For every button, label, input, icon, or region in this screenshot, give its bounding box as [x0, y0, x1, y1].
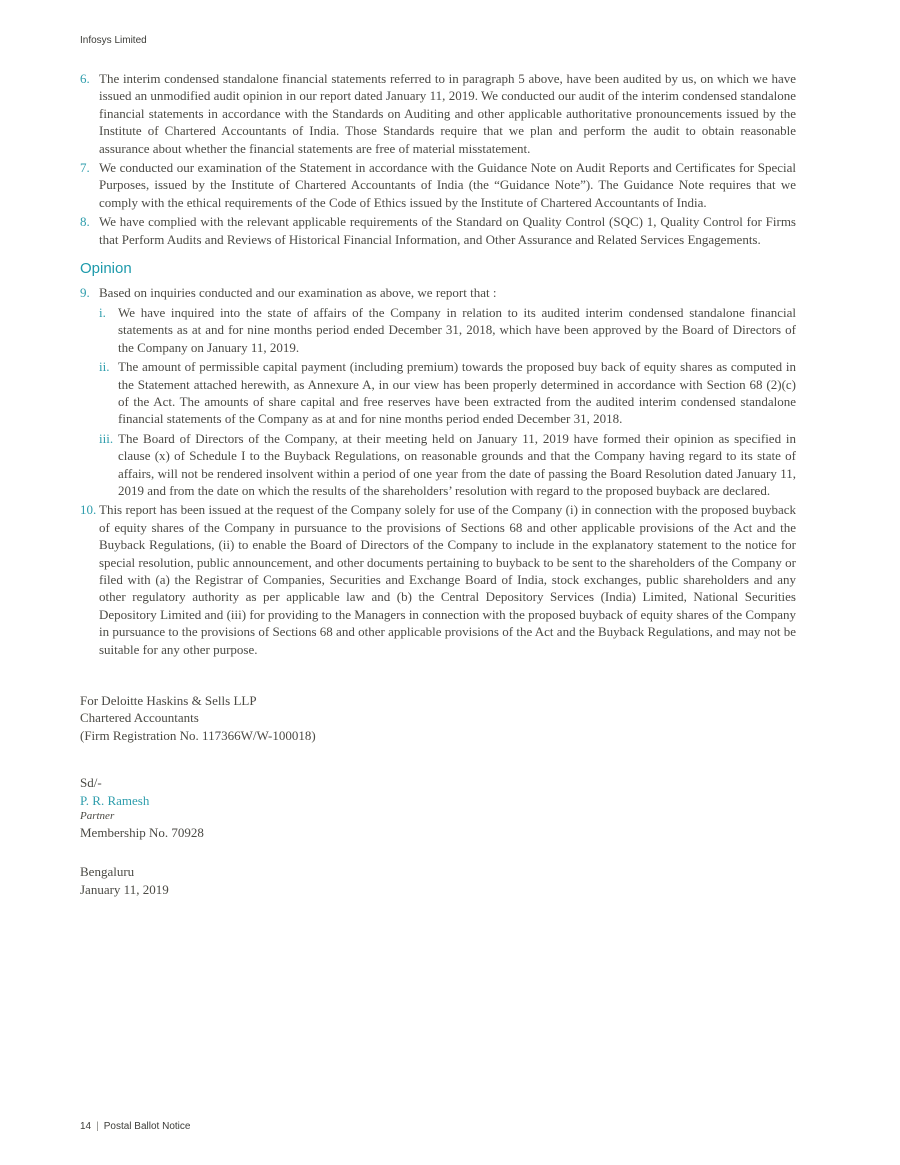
sub-item-iii: [99, 430, 796, 500]
signatory-firm: For Deloitte Haskins & Sells LLP: [80, 693, 257, 708]
item-number: 6.: [80, 71, 90, 86]
sub-item-text: The amount of permissible capital payment (including premium) towards the proposed buy back of equity shares as computed in the Statement attached herewith, as Annexure A, in our view has been properly determined in accordance with Section 68 (2)(c) of the Act. The amounts of share capital and free reserves have been extracted from the audited interim condensed standalone financial statements of the Company as at and for nine months period ended December 31, 2018.: [118, 359, 796, 427]
sub-item-number: iii.: [99, 430, 114, 446]
partner-name: P. R. Ramesh: [80, 792, 150, 808]
page-footer: [80, 1121, 190, 1132]
firm-registration: (Firm Registration No. 117366W/W-100018): [80, 727, 316, 743]
item-text: This report has been issued at the request of the Company solely for use of the Company (i) in connection with the proposed buyback of equity shares of the Company in pursuance to the provisions of Sections 68 and other applicable provisions of the Act and the Buyback Regulations, (ii) to enable the Board of Directors of the Company to include in the explanatory statement to the notice for special resolution, public announcement, and other documents pertaining to buyback to be sent to the shareholders of the Company or filed with (a) the Registrar of Companies, Securities and Exchange Board of India, stock exchanges, public shareholders and any other regulatory authority as per applicable law and (b) the Central Depository Services (India) Limited, National Securities Depository Limited and (iii) for providing to the Managers in connection with the proposed buyback of equity shares of the Company in pursuance to the provisions of Sections 68 and other applicable provisions of the Act and the Buyback Regulations, and may not be suitable for any other purpose.: [99, 502, 796, 657]
item-number: 8.: [80, 214, 90, 230]
list-item-9: [80, 284, 796, 301]
item-text: We have complied with the relevant applicable requirements of the Standard on Quality Control (SQC) 1, Quality Control for Firms that Perform Audits and Reviews of Historical Financial Information, and Other Assurance and Related Services Engagements.: [99, 214, 796, 247]
list-item-8: [80, 213, 796, 248]
sub-item-text: The Board of Directors of the Company, at their meeting held on January 11, 2019 have formed their opinion as specified in clause (x) of Schedule I to the Buyback Regulations, on reasonable grounds and that the Company having regard to its state of affairs, will not be rendered insolvent within a period of one year from the date of passing the Board Resolution dated January 11, 2019 and from the date on which the results of the shareholders’ resolution with regard to the proposed buyback are declared.: [118, 430, 796, 498]
item-number: 7.: [80, 160, 90, 176]
signature-block: [80, 692, 796, 898]
item-text: We conducted our examination of the Statement in accordance with the Guidance Note on Audit Reports and Certificates for Special Purposes, issued by the Institute of Chartered Accountants of India (the “Guidance Note”). The Guidance Note requires that we comply with the ethical requirements of the Code of Ethics issued by the Institute of Chartered Accountants of India.: [99, 160, 796, 210]
page-number: 14: [80, 1121, 92, 1132]
sub-list: [99, 304, 796, 499]
signature-place: Bengaluru: [80, 864, 135, 880]
list-item-7: [80, 159, 796, 211]
list-item-6: [80, 70, 796, 157]
sd-label: Sd/-: [80, 775, 102, 791]
company-name: Infosys Limited: [80, 35, 147, 46]
partner-title: Partner: [80, 810, 115, 823]
footer-label: Postal Ballot Notice: [103, 1121, 191, 1132]
document-body: [80, 70, 796, 898]
sub-item-ii: [99, 358, 796, 428]
sub-item-i: [99, 304, 796, 356]
membership-number: Membership No. 70928: [80, 825, 204, 841]
item-text: Based on inquiries conducted and our examination as above, we report that :: [99, 285, 497, 301]
page-header: [80, 35, 147, 46]
list-item-10: [80, 501, 796, 658]
sub-item-number: ii.: [99, 359, 110, 375]
item-number: 10.: [80, 502, 97, 518]
sub-item-text: We have inquired into the state of affairs of the Company in relation to its audited interim condensed standalone financial statements as at and for nine months period ended December 31, 2018, which have been approved by the Board of Directors of the Company on January 11, 2019.: [118, 304, 796, 355]
sub-item-number: i.: [99, 304, 106, 320]
opinion-heading: Opinion: [80, 260, 132, 278]
item-text: The interim condensed standalone financial statements referred to in paragraph 5 above, have been audited by us, on which we have issued an unmodified audit opinion in our report dated January 11, 2019. We conducted our audit of the interim condensed standalone financial statements in accordance with the Standards on Auditing and other applicable authoritative pronouncements issued by the Institute of Chartered Accountants of India. Those Standards require that we plan and perform the audit to obtain reasonable assurance about whether the financial statements are free of material misstatement.: [99, 71, 796, 156]
signatory-designation: Chartered Accountants: [80, 710, 199, 726]
footer-separator: |: [96, 1121, 99, 1132]
signature-date: January 11, 2019: [80, 881, 169, 897]
item-number: 9.: [80, 285, 90, 301]
